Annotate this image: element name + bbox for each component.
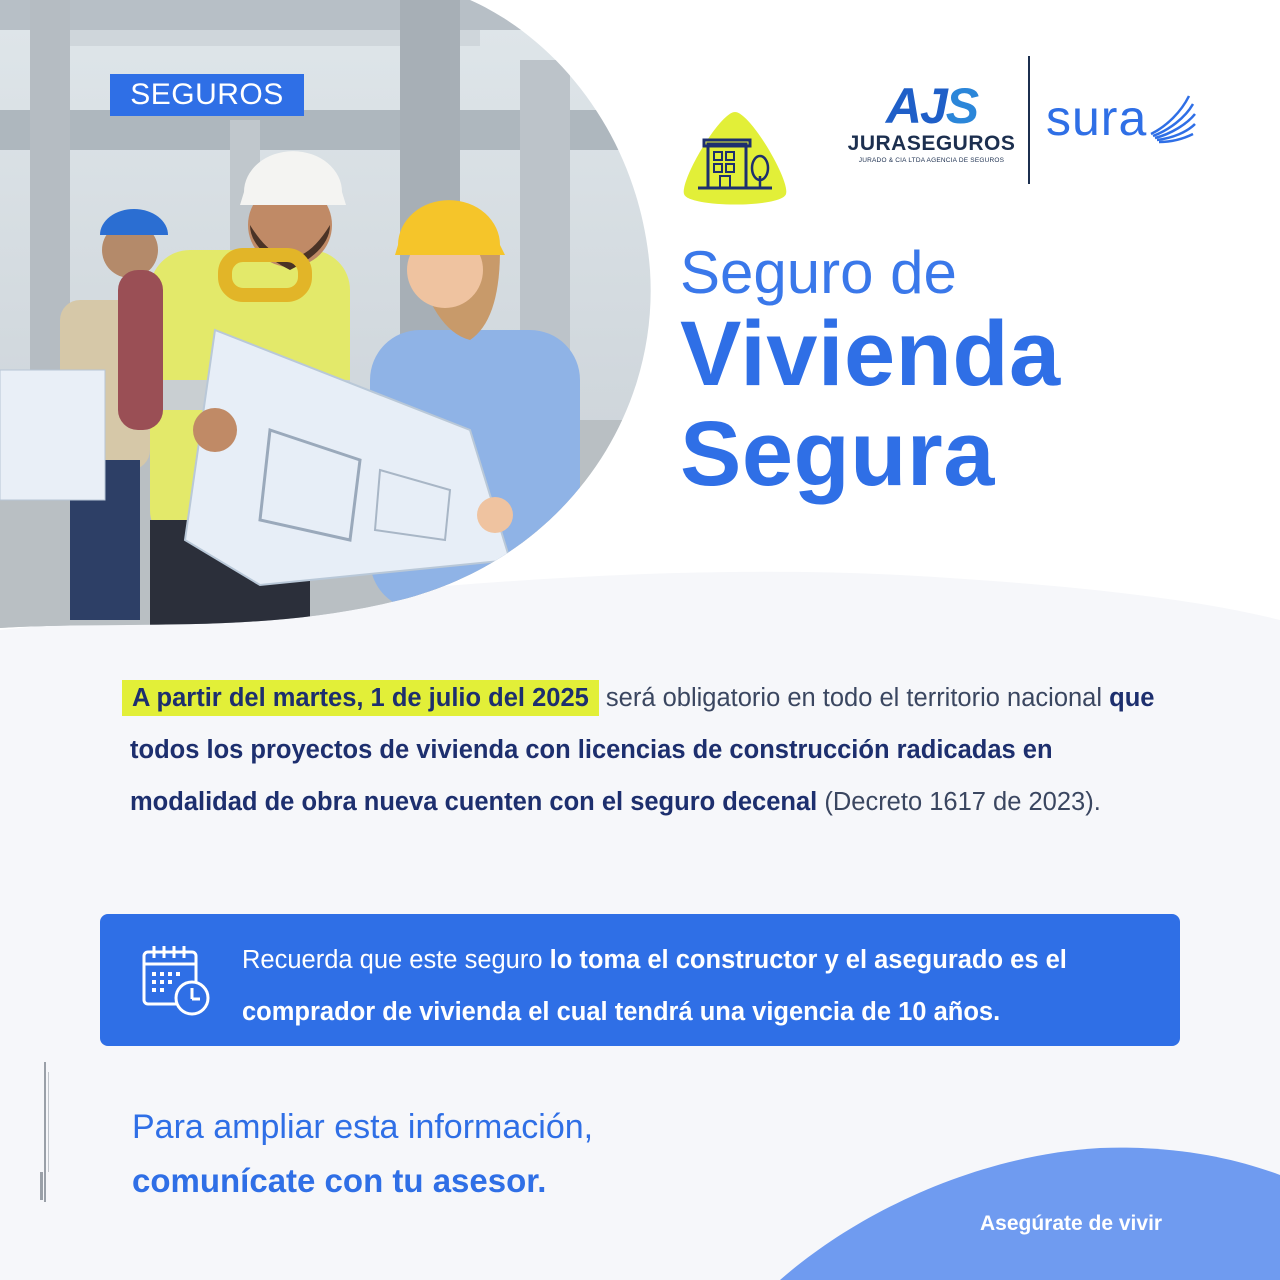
title-line-segura: Segura [680, 403, 995, 505]
slogan: Asegúrate de vivir [980, 1212, 1163, 1235]
info-paragraph [130, 672, 1160, 828]
vigilado-stamp [38, 1062, 54, 1202]
sura-wordmark: sura [1046, 90, 1148, 146]
logo-divider [1028, 56, 1030, 184]
contact-line-2: comunícate con tu asesor. [132, 1162, 547, 1199]
logo-mark-s: S [945, 78, 978, 134]
reminder-text-bold: lo toma el constructor y el asegurado es el comprador de vivienda el cual tendrá una vigencia de 10 años. [242, 946, 1067, 1026]
title-line-vivienda: Vivienda [680, 303, 1061, 405]
decree-reference: (Decreto 1617 de 2023). [817, 788, 1101, 816]
category-tag: SEGUROS [110, 74, 304, 116]
logo-mark-aj: AJ [885, 78, 946, 134]
logo-subtitle: JURADO & CIA LTDA AGENCIA DE SEGUROS [858, 157, 1005, 164]
juraseguros-logo [844, 80, 1019, 175]
body-text-normal: será obligatorio en todo el territorio nacional [598, 684, 1110, 712]
logo-name: JURASEGUROS [847, 132, 1016, 155]
body-text-bold: que todos los proyectos de vivienda con licencias de construcción radicadas en modalidad de obra nueva cuenten con el seguro decenal [130, 684, 1155, 816]
title-prefix: Seguro de [680, 239, 957, 306]
calendar-clock-icon [140, 942, 212, 1018]
reminder-text-normal: Recuerda que este seguro [242, 946, 550, 974]
main-title [680, 304, 1061, 504]
reminder-callout [100, 914, 1180, 1046]
date-highlight: A partir del martes, 1 de julio del 2025 [122, 680, 599, 716]
building-icon [680, 110, 790, 210]
contact-line-1: Para ampliar esta información, [132, 1108, 594, 1146]
reminder-text [242, 934, 1162, 1038]
sura-wings-icon [1147, 90, 1197, 146]
sura-logo [1046, 88, 1197, 148]
